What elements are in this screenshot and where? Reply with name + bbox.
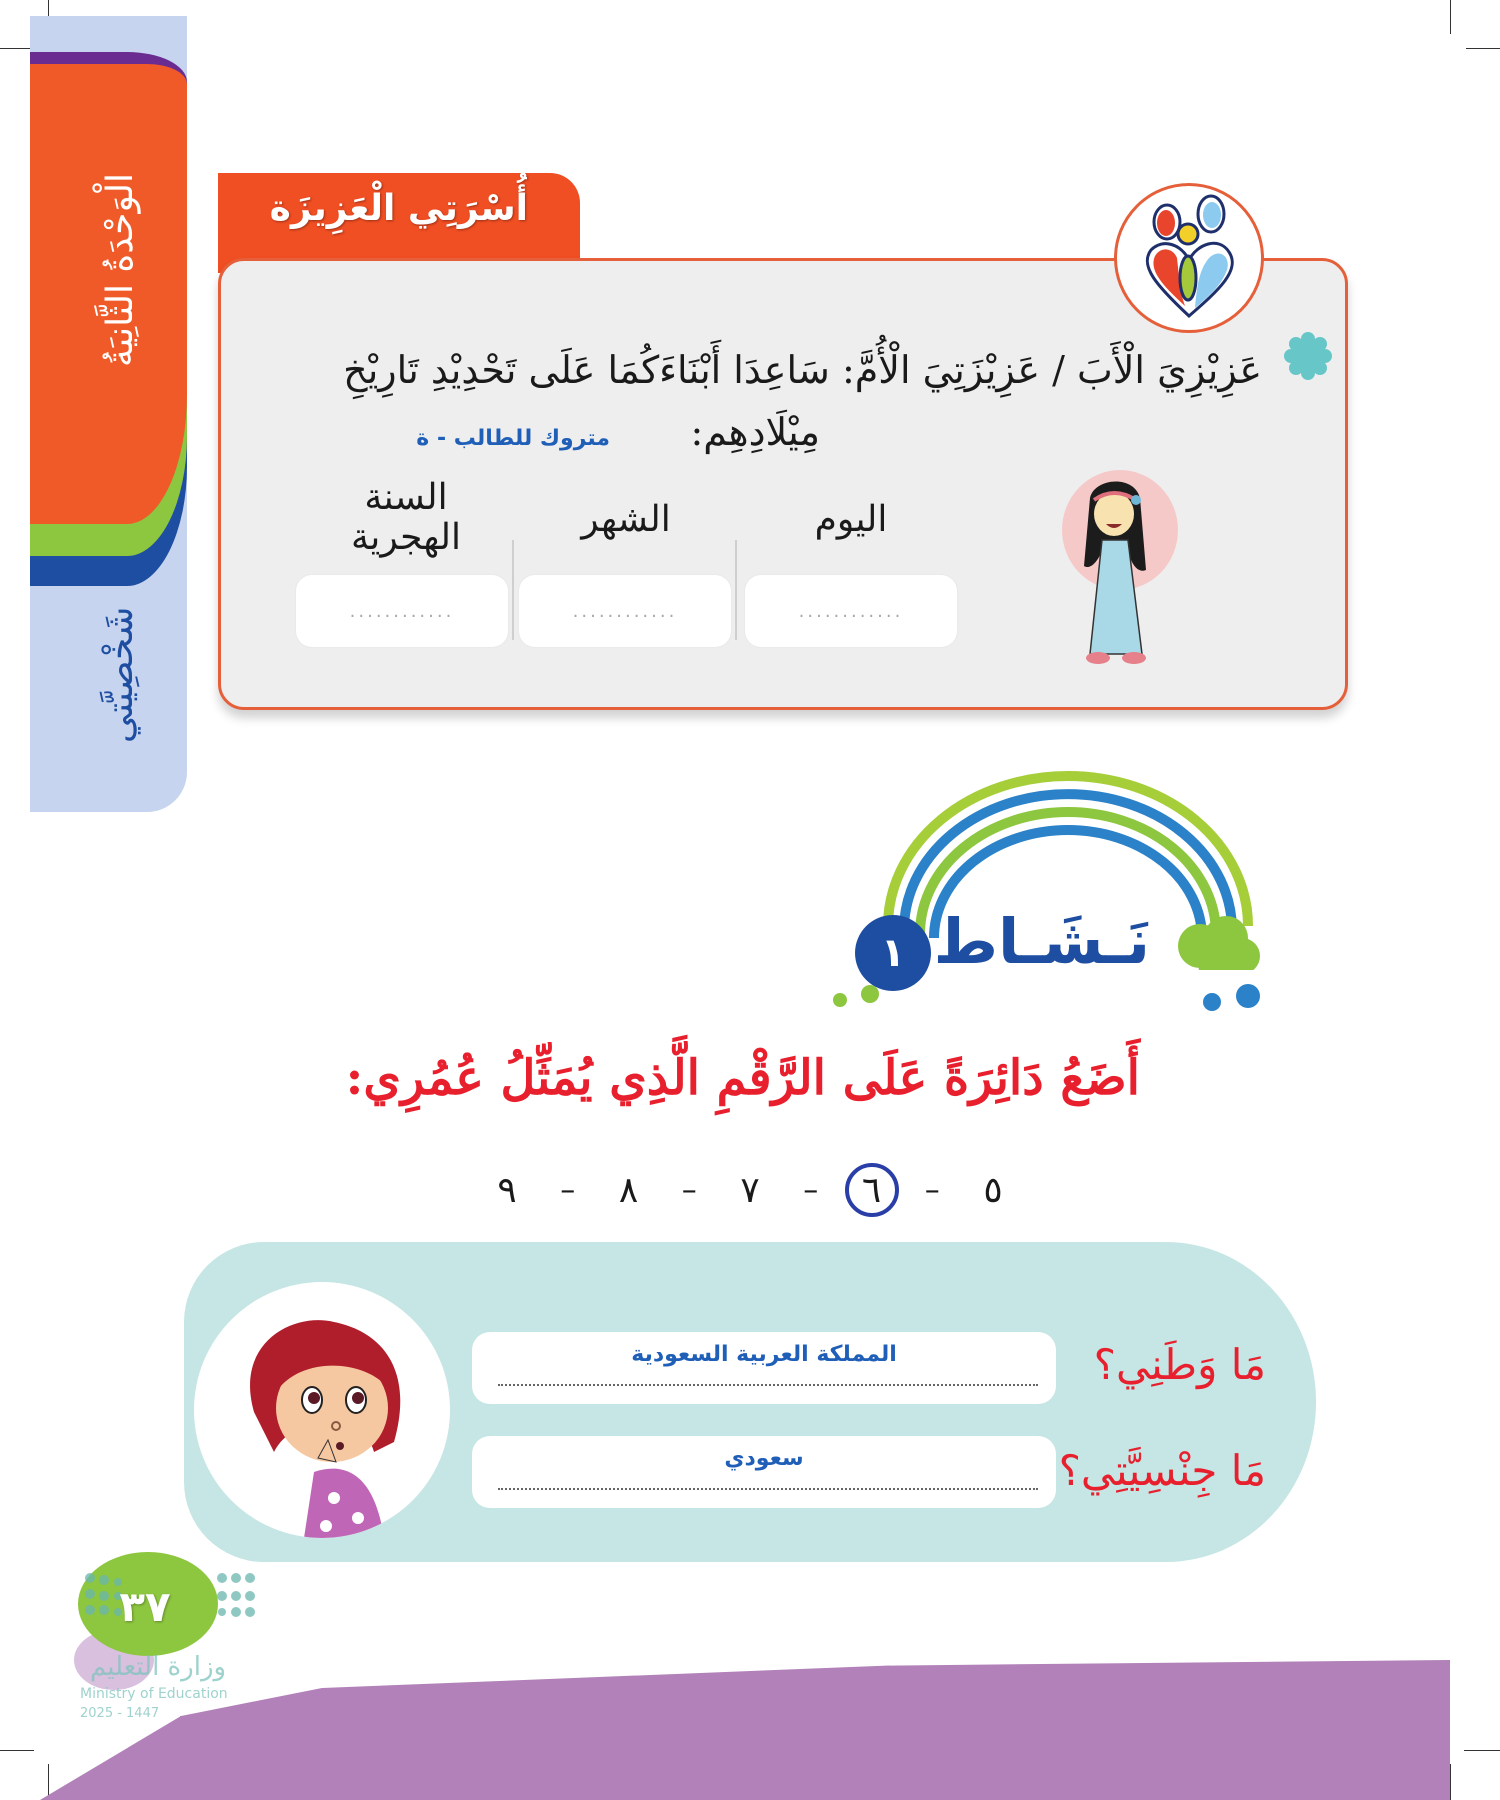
hijri-year-label: السنة الهجرية	[351, 477, 461, 558]
crop-mark	[0, 48, 34, 49]
footer-band-solid	[180, 1716, 1450, 1784]
separator: –	[560, 1172, 576, 1208]
separator: –	[681, 1172, 697, 1208]
day-label: اليوم	[814, 499, 888, 540]
page-number: ٣٧	[119, 1582, 171, 1631]
column-divider	[512, 540, 514, 640]
flower-decoration-icon	[1196, 978, 1276, 1018]
dotted-answer-line	[498, 1488, 1038, 1490]
crop-mark	[1450, 0, 1451, 34]
age-options	[480, 1160, 1020, 1220]
moe-watermark-ar: وزارة التعليم	[90, 1652, 227, 1682]
teacher-note: متروك للطالب - ة	[416, 426, 610, 451]
dotted-answer-line	[498, 1384, 1038, 1386]
activity-title: نَـشَـاط	[933, 905, 1150, 978]
hijri-year-placeholder: ............	[349, 600, 455, 622]
nationality-question: مَا جِنْسِيَّتِي؟	[1058, 1446, 1266, 1495]
crop-mark	[1466, 48, 1500, 49]
separator: –	[803, 1172, 819, 1208]
nationality-answer: سعودي	[724, 1446, 804, 1471]
section-title: أُسْرَتِي الْعَزِيزَة	[269, 188, 528, 229]
separator: –	[924, 1172, 940, 1208]
crop-mark	[48, 1764, 49, 1800]
age-option-5[interactable]: ٥	[983, 1169, 1003, 1211]
birth-label: مِيْلَادِهِم:	[690, 410, 820, 454]
girl-illustration	[1050, 470, 1180, 670]
crop-mark	[1450, 1764, 1451, 1800]
activity-number-badge: ١	[855, 915, 931, 991]
age-option-7[interactable]: ٧	[740, 1169, 760, 1211]
topic-label: شَخْصِيَّتي	[100, 606, 141, 744]
crop-mark	[0, 1750, 34, 1751]
homeland-answer-field[interactable]	[472, 1332, 1056, 1404]
family-heart-icon	[1117, 186, 1261, 330]
column-divider	[735, 540, 737, 640]
age-option-9[interactable]: ٩	[497, 1169, 517, 1211]
hijri-year-input[interactable]	[296, 575, 508, 647]
month-label: الشهر	[581, 499, 671, 540]
thinking-girl-avatar	[194, 1282, 450, 1538]
moe-watermark-year: 2025 - 1447	[80, 1706, 160, 1721]
unit-label: الْوَحْدَةُ الثَّانِيَةُ	[100, 173, 141, 368]
day-placeholder: ............	[798, 600, 904, 622]
family-logo	[1114, 183, 1264, 333]
moe-watermark-en: Ministry of Education	[80, 1686, 228, 1702]
flower-bullet-icon	[1282, 330, 1334, 382]
age-option-6-selected[interactable]: ٦	[845, 1163, 899, 1217]
age-question: أَضَعُ دَائِرَةً عَلَى الرَّقْمِ الَّذِي يُمَثِّلُ عُمُرِي:	[345, 1050, 1140, 1106]
parent-instruction: عَزِيْزِيَ الْأَبَ / عَزِيْزَتِيَ الْأُمَّ: سَاعِدَا أَبْنَاءَكُمَا عَلَى تَحْدِيْدِ تَارِيْخِ	[343, 348, 1262, 392]
homeland-question: مَا وَطَنِي؟	[1093, 1340, 1266, 1389]
thinking-girl-illustration	[194, 1282, 450, 1538]
nationality-answer-field[interactable]	[472, 1436, 1056, 1508]
month-placeholder: ............	[572, 600, 678, 622]
month-input[interactable]	[519, 575, 731, 647]
homeland-answer: المملكة العربية السعودية	[631, 1342, 897, 1367]
age-option-8[interactable]: ٨	[618, 1169, 639, 1211]
day-input[interactable]	[745, 575, 957, 647]
crop-mark	[1464, 1750, 1500, 1751]
